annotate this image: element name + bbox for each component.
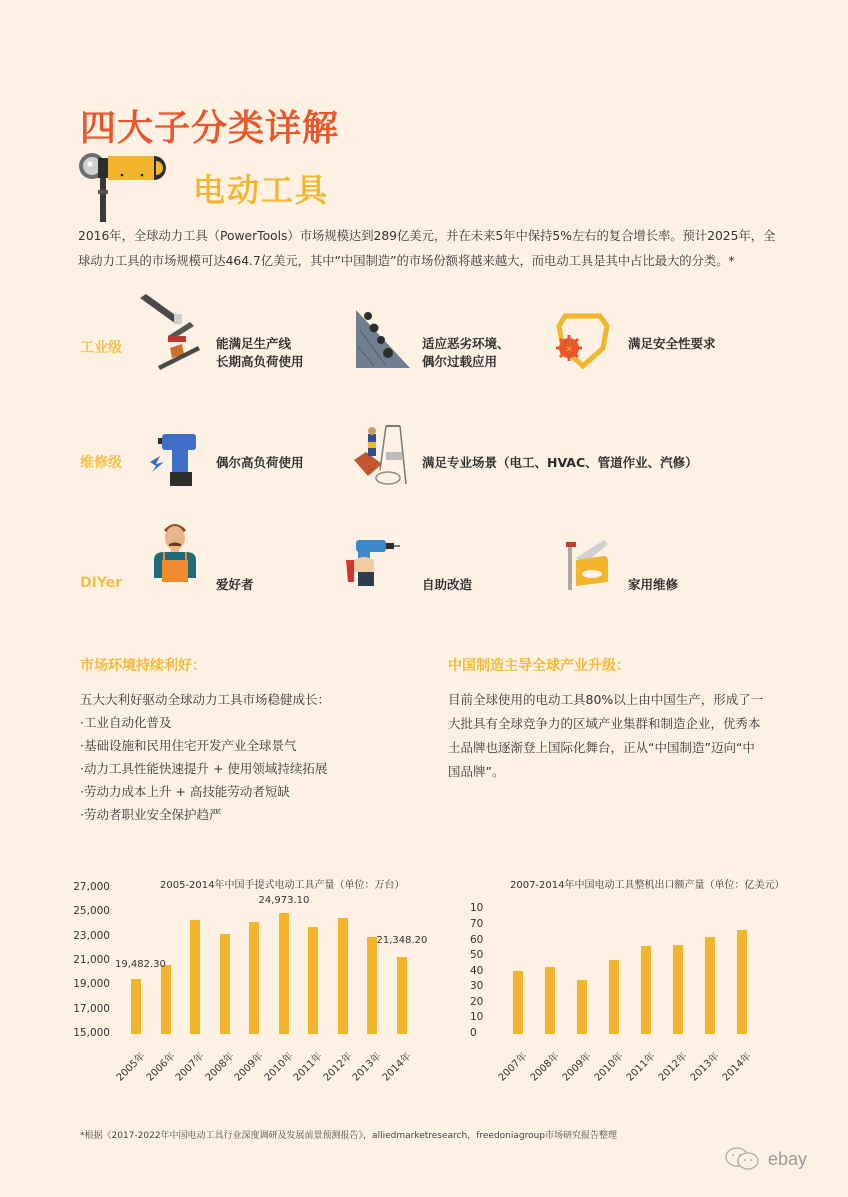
bar — [577, 980, 587, 1035]
bar — [609, 960, 619, 1034]
feature-text: 自助改造 — [422, 577, 473, 592]
y-tick-label: 27,000 — [73, 881, 110, 893]
x-tick-label: 2013年 — [688, 1050, 722, 1084]
y-tick-label: 21,000 — [73, 954, 110, 966]
y-tick-label: 10 — [470, 902, 484, 915]
feature-text: 满足专业场景（电工、HVAC、管道作业、汽修） — [422, 455, 698, 470]
x-tick-label: 2007年 — [173, 1050, 207, 1084]
x-tick-label: 2005年 — [114, 1050, 148, 1084]
feature-text: 能满足生产线 长期高负荷使用 — [216, 336, 304, 369]
x-tick-label: 2012年 — [656, 1050, 690, 1084]
y-tick-label: 17,000 — [73, 1002, 110, 1015]
list-item: ·劳动力成本上升 + 高技能劳动者短缺 — [80, 784, 290, 799]
x-tick-label: 2010年 — [592, 1050, 626, 1084]
market-section-body: 五大大利好驱动全球动力工具市场稳健成长： ·工业自动化普及 ·基础设施和民用住宅开发产业全球景气 ·动力工具性能快速提升 + 使用领域持续拓展 ·劳动力成本上升 + 高技能劳动者短缺 ·劳动者职业安全保护趋严 — [80, 688, 330, 826]
x-tick-label: 2009年 — [560, 1050, 594, 1084]
bar — [513, 971, 523, 1034]
x-tick-label: 2009年 — [232, 1050, 266, 1084]
x-tick-label: 2011年 — [291, 1050, 325, 1084]
list-item: ·基础设施和民用住宅开发产业全球景气 — [80, 738, 297, 753]
market-section-title: 市场环境持续利好： — [80, 658, 206, 674]
bar — [737, 930, 747, 1034]
y-tick-label: 50 — [470, 949, 484, 962]
feature-text: 满足安全性要求 — [628, 336, 716, 351]
x-tick-label: 2014年 — [380, 1050, 414, 1084]
page-title: 四大子分类详解 — [80, 108, 340, 149]
data-label: 21,348.20 — [376, 934, 428, 946]
wechat-icon — [724, 1146, 762, 1172]
x-tick-label: 2010年 — [262, 1050, 296, 1084]
y-tick-label: 60 — [470, 933, 484, 946]
data-label: 19,482.30 — [115, 959, 166, 971]
feature-text: 爱好者 — [216, 577, 254, 592]
watermark-text: ebay — [768, 1148, 808, 1169]
section-subtitle: 电动工具 — [193, 171, 330, 209]
source-footnote: *根据《2017-2022年中国电动工具行业深度调研及发展前景预测报告》，alliedmarketresearch，freedoniagroup市场研究报告整理 — [80, 1131, 618, 1141]
y-tick-label: 0 — [470, 1027, 477, 1039]
list-item: ·工业自动化普及 — [80, 715, 172, 730]
x-tick-label: 2013年 — [350, 1050, 384, 1084]
x-tick-label: 2006年 — [144, 1050, 178, 1084]
chart-title: 2007-2014年中国电动工具整机出口额产量（单位：亿美元） — [510, 880, 785, 891]
data-label: 24,973.10 — [258, 894, 310, 906]
y-tick-label: 20 — [470, 995, 484, 1008]
y-tick-label: 10 — [470, 1011, 484, 1024]
bar — [673, 945, 683, 1034]
tier-label-maintenance: 维修级 — [80, 455, 122, 471]
tier-label-industrial: 工业级 — [80, 340, 122, 356]
y-tick-label: 19,000 — [73, 978, 110, 991]
y-tick-label: 25,000 — [73, 905, 110, 918]
china-section-body: 目前全球使用的电动工具80%以上由中国生产，形成了一 大批具有全球竞争力的区域产业集群和制造企业，优秀本 土品牌也逐渐登上国际化舞台，正从“中国制造”迈向“中 国品牌”。 — [448, 692, 764, 779]
x-tick-label: 2008年 — [203, 1050, 237, 1084]
feature-text: 偶尔高负荷使用 — [216, 455, 304, 470]
list-item: ·动力工具性能快速提升 + 使用领域持续拓展 — [80, 761, 328, 776]
list-item: ·劳动者职业安全保护趋严 — [80, 807, 222, 822]
bar — [545, 967, 555, 1034]
y-tick-label: 23,000 — [73, 929, 110, 942]
x-tick-label: 2012年 — [321, 1050, 355, 1084]
x-tick-label: 2007年 — [496, 1050, 530, 1084]
bar — [705, 937, 715, 1034]
x-tick-label: 2014年 — [720, 1050, 754, 1084]
tier-label-diyer: DIYer — [80, 575, 123, 591]
feature-text: 适应恶劣环境、 偶尔过载应用 — [422, 336, 510, 369]
chart-title: 2005-2014年中国手提式电动工具产量（单位：万台） — [160, 880, 405, 891]
svg-text:✕: ✕ — [565, 345, 573, 355]
y-tick-label: 15,000 — [73, 1027, 110, 1039]
x-tick-label: 2008年 — [528, 1050, 562, 1084]
china-section-title: 中国制造主导全球产业升级： — [448, 658, 630, 674]
y-tick-label: 40 — [470, 964, 484, 977]
wechat-watermark — [724, 1146, 807, 1172]
y-tick-label: 30 — [470, 980, 484, 993]
bar — [641, 946, 651, 1034]
feature-text: 家用维修 — [628, 577, 679, 592]
intro-paragraph: 2016年，全球动力工具（PowerTools）市场规模达到289亿美元，并在未来5年中保持5%左右的复合增长率。预计2025年，全球动力工具的市场规模可达464.7亿美元，其中“中国制造”的市场份额将越来越大，而电动工具是其中占比最大的分类。* — [78, 229, 776, 268]
y-tick-label: 70 — [470, 918, 484, 930]
x-tick-label: 2011年 — [624, 1050, 658, 1084]
